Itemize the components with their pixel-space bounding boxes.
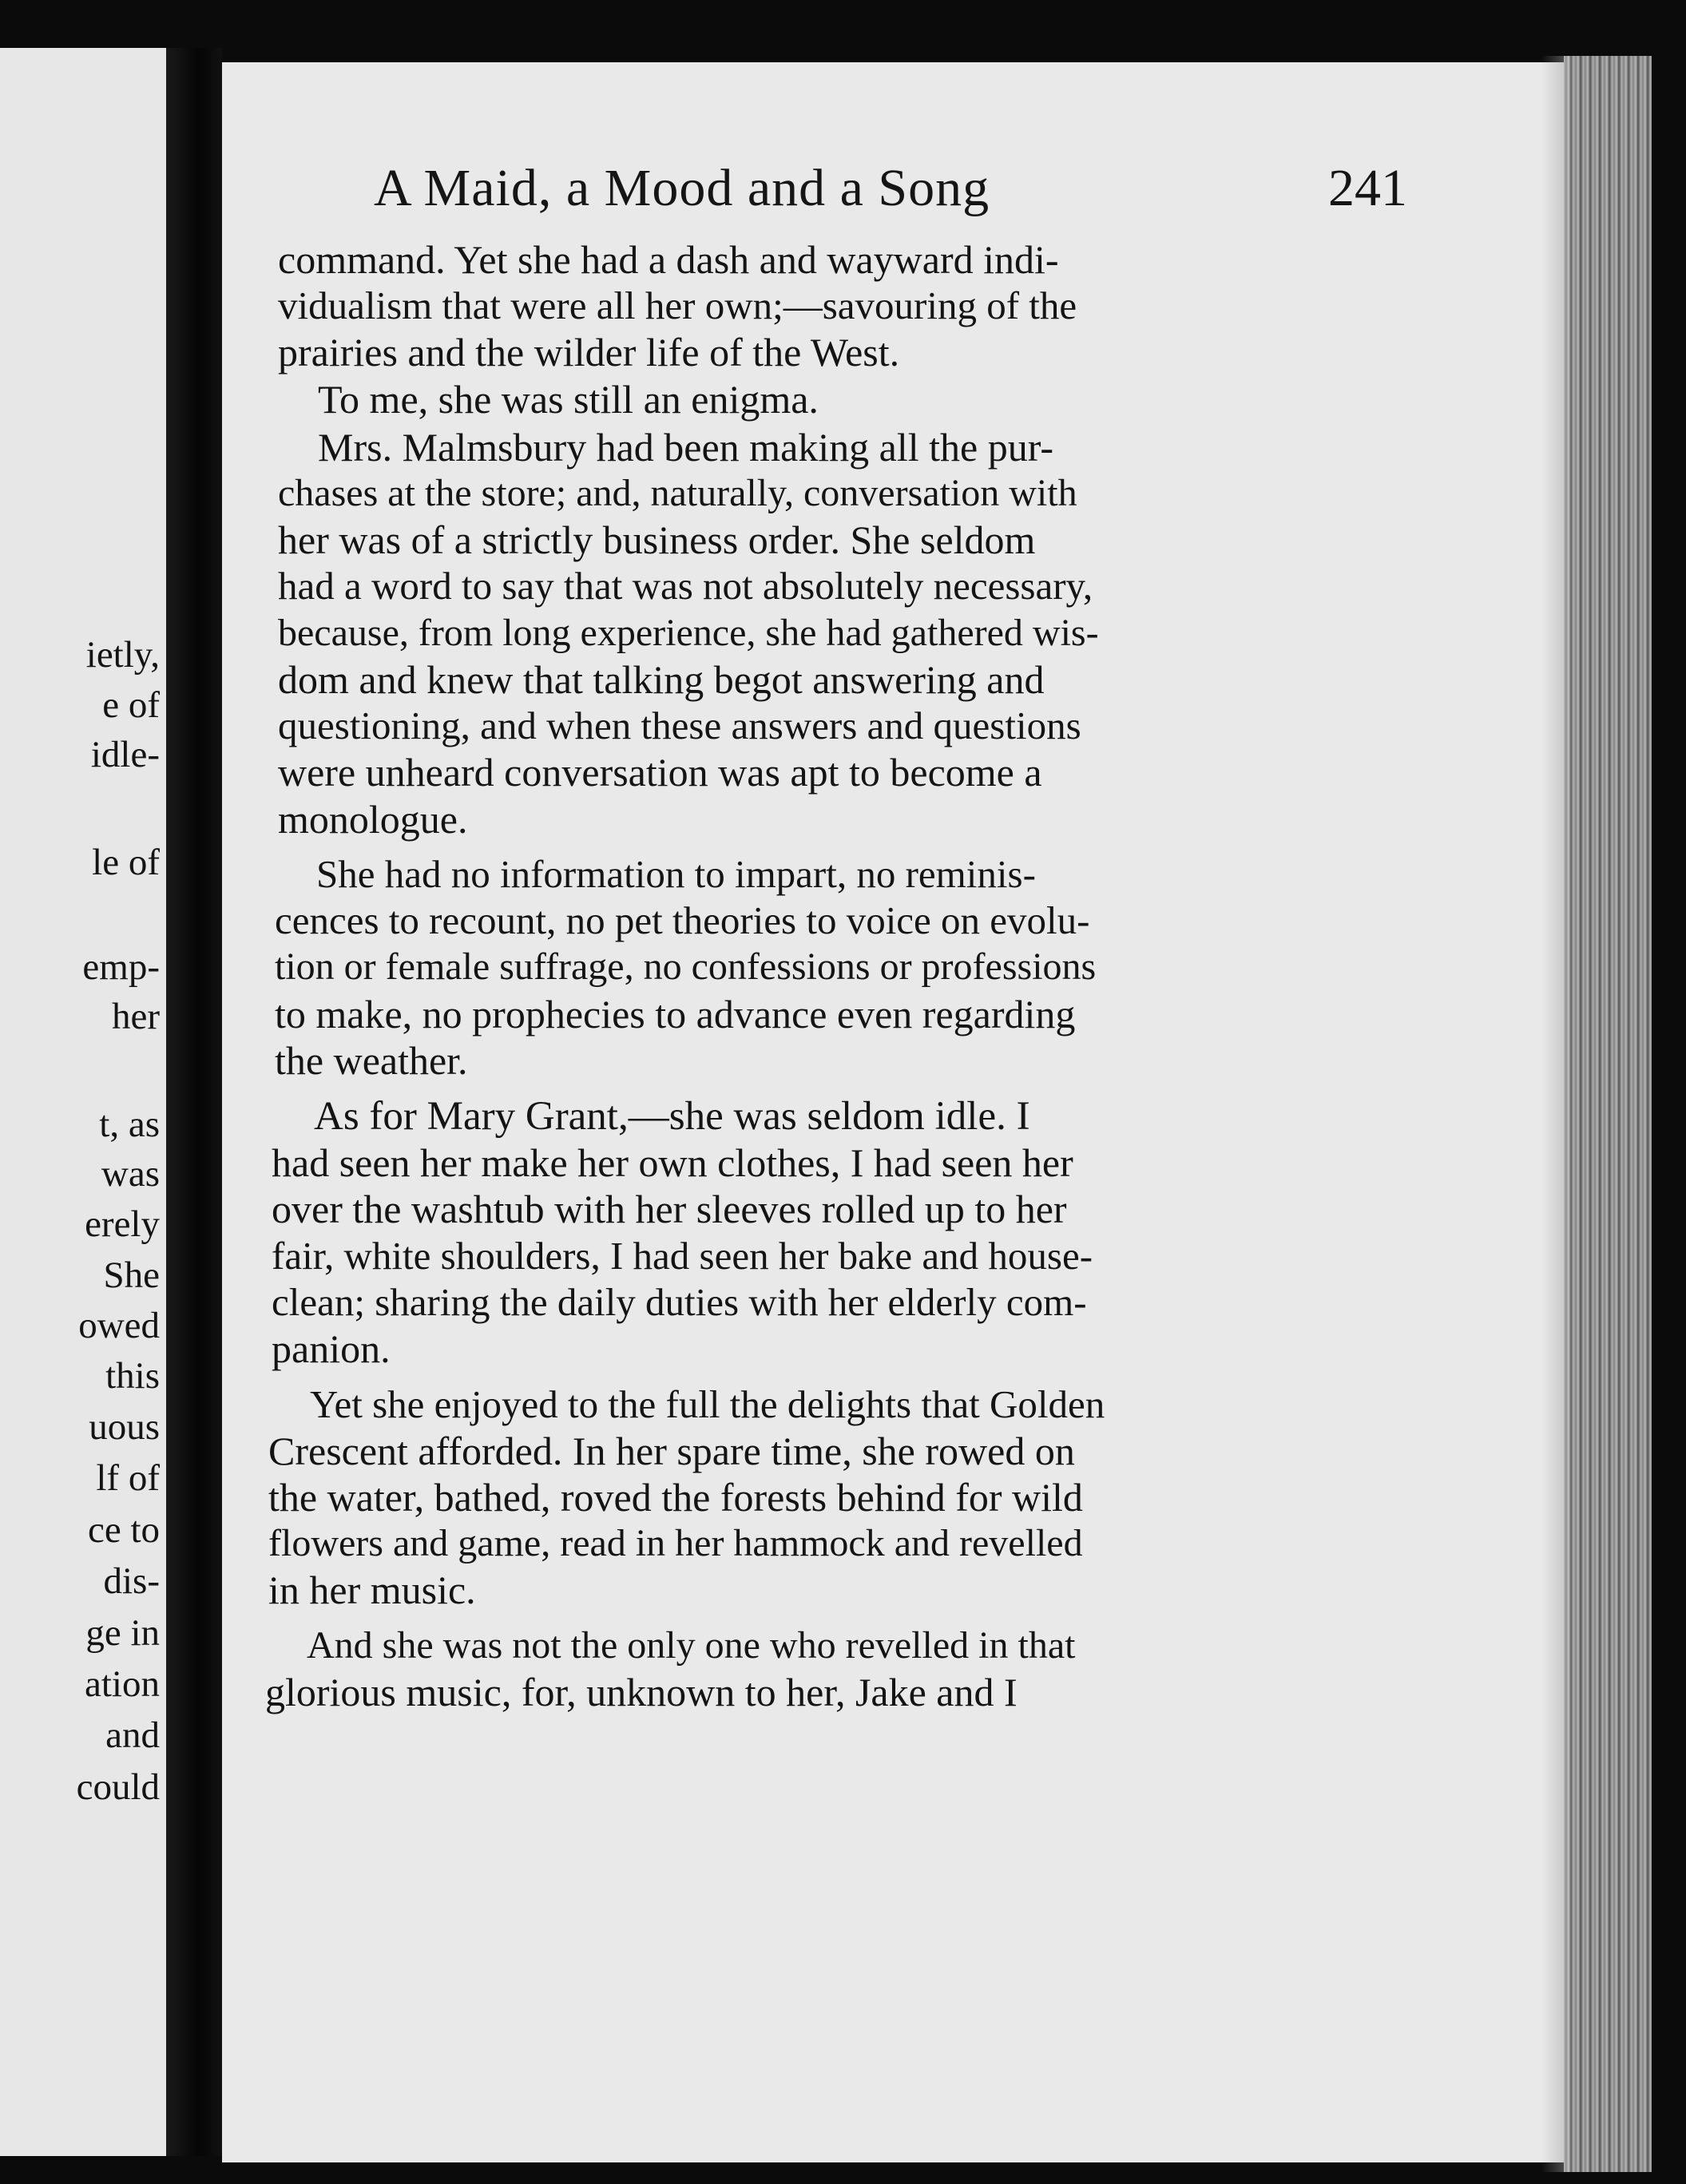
stacked-page-edges [1564,56,1652,2172]
left-page-line: ce to [87,1509,160,1551]
left-page-line: could [76,1766,160,1808]
running-head [374,157,1492,220]
text-line: chases at the store; and, naturally, conversation with [278,472,1077,514]
text-line: monologue. [278,797,468,842]
running-title: A Maid, a Mood and a Song [374,159,990,217]
previous-page-edge [0,48,166,2156]
text-line: were unheard conversation was apt to become a [278,750,1042,795]
left-page-line: this [105,1355,160,1397]
text-line: tion or female suffrage, no confessions or professions [275,945,1097,988]
left-page-line: ietly, [85,634,160,676]
text-line: fair, white shoulders, I had seen her bake and house- [272,1234,1093,1278]
left-page-line: owed [78,1305,160,1346]
text-line: questioning, and when these answers and questions [278,704,1081,747]
text-line: Mrs. Malmsbury had been making all the pur- [318,425,1054,470]
text-line: in her music. [268,1568,476,1612]
text-line: glorious music, for, unknown to her, Jake and I [265,1670,1018,1714]
left-page-line: ation [85,1663,160,1705]
left-page-line: was [101,1153,160,1195]
text-line: panion. [272,1326,391,1371]
text-line: command. Yet she had a dash and wayward indi- [278,237,1059,282]
left-page-line: She [103,1255,160,1296]
left-page-line: ge in [85,1612,160,1654]
text-line: vidualism that were all her own;—savouring of the [278,283,1077,327]
left-page-line: e of [102,684,160,726]
left-page-line: uous [89,1406,160,1448]
left-page-line: le of [92,842,160,883]
text-line: the weather. [275,1038,468,1083]
text-line: the water, bathed, roved the forests behind for wild [268,1475,1083,1520]
left-page-line: lf of [96,1457,160,1499]
text-line: She had no information to impart, no reminis- [316,852,1036,896]
text-line: dom and knew that talking begot answering and [278,657,1045,702]
text-line: As for Mary Grant,—she was seldom idle. I [314,1094,1030,1139]
text-line: had seen her make her own clothes, I had seen her [272,1140,1073,1185]
text-line: Crescent afforded. In her spare time, she rowed on [268,1429,1075,1473]
book-page [222,62,1564,2162]
text-line: over the washtub with her sleeves rolled up to her [272,1187,1067,1231]
text-line: prairies and the wilder life of the West. [278,330,900,375]
text-line: clean; sharing the daily duties with her elderly com- [272,1280,1087,1324]
book-gutter [166,48,222,2156]
left-page-line: idle- [90,734,160,775]
text-line: her was of a strictly business order. She seldom [278,517,1036,562]
text-line: Yet she enjoyed to the full the delights that Golden [310,1382,1105,1426]
text-line: flowers and game, read in her hammock and revelled [268,1522,1083,1564]
left-page-line: dis- [103,1560,160,1602]
left-page-line: her [111,996,160,1037]
text-line: to make, no prophecies to advance even regarding [275,992,1076,1037]
left-page-line: erely [85,1203,160,1245]
text-line: because, from long experience, she had gathered wis- [278,612,1099,654]
left-page-line: emp- [82,946,160,988]
text-line: And she was not the only one who revelled in that [307,1624,1076,1667]
text-line: To me, she was still an enigma. [318,377,819,422]
left-page-line: t, as [99,1104,160,1145]
text-line: cences to recount, no pet theories to voice on evolu- [275,898,1090,942]
left-page-line: and [105,1714,160,1756]
text-line: had a word to say that was not absolutely necessary, [278,564,1093,608]
page-number: 241 [1328,159,1407,217]
